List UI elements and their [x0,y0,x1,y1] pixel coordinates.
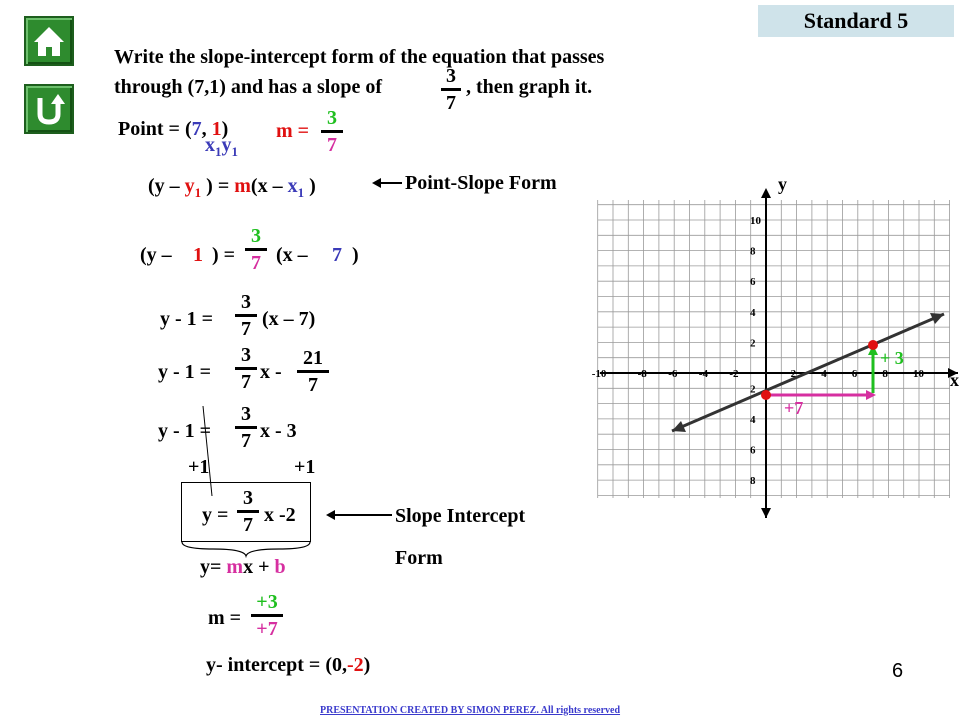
return-button[interactable] [24,84,74,134]
x-tick-label: 10 [913,368,924,380]
home-button[interactable] [24,16,74,66]
y-axis-label: y [778,174,787,194]
y-axis-arrow [761,188,771,198]
intercept [206,654,370,677]
fraction-denominator: 7 [251,252,261,274]
left-arrow-icon [372,176,404,190]
y-tick-labels [750,215,762,487]
fraction-numerator: 3 [241,291,251,313]
slope-intercept-label-2: Form [395,547,443,569]
slope-intercept-label-1: Slope Intercept [395,505,526,527]
ps-x: x [287,175,298,197]
y-tick-label: 4 [750,413,756,426]
ps-open: (y – [148,175,180,197]
x-tick-label: 8 [882,368,888,380]
ps-m: m [234,175,251,197]
y-axis-arrow-down [761,508,771,518]
step4-plus-right: +1 [294,456,316,478]
m-result-label: m = [208,607,242,629]
x-tick-label: -10 [591,368,607,380]
x-tick-label: 4 [821,368,827,380]
result-left: y = [202,504,229,526]
y-tick-label: 10 [750,215,761,227]
step1-x1: 7 [332,244,342,266]
page-number: 6 [892,660,904,682]
point-label: Point = ( [118,118,192,140]
fraction-numerator: 3 [241,403,251,425]
x-axis-label: x [950,370,959,390]
footer-link[interactable]: PRESENTATION CREATED BY SIMON PEREZ. All rights reserved [320,705,621,716]
coordinate-graph [590,170,960,520]
point-x: 7 [191,118,202,140]
intercept-label: y- intercept = (0, [206,654,347,676]
sub-y: y [221,134,232,156]
standard-badge: Standard 5 [758,5,954,37]
fraction-denominator: 7 [327,134,337,156]
step3-x: x - [260,361,282,383]
step2-left: y - 1 = [160,308,214,330]
point-slope-formula [148,175,316,201]
ps-close: ) [309,175,316,197]
point-subscripts [205,134,238,160]
fraction-numerator: 3 [251,225,261,247]
ps-x-sub: 1 [297,185,305,200]
point-close: ) [221,118,229,140]
fraction-denominator: +7 [256,618,278,640]
return-icon [26,86,72,132]
point-slope-label: Point-Slope Form [405,172,557,194]
y-tick-label: 4 [750,306,756,319]
fraction-numerator: 21 [303,347,323,369]
fraction-denominator: 7 [241,371,251,393]
ps-equals: ) = [206,175,230,197]
x-tick-label: -6 [668,368,678,380]
point-comma: , [201,118,212,140]
fraction-numerator: 3 [243,487,253,509]
result-fraction [236,486,260,537]
intercept-value: -2 [347,654,364,676]
fraction-denominator: 7 [241,430,251,452]
problem-line-1: Write the slope-intercept form of the equation that passes [114,46,605,68]
step1-fraction [244,224,268,275]
x-tick-label: -8 [637,368,647,380]
intercept-close: ) [363,654,371,676]
step4-right: x - 3 [260,420,297,442]
ps-y-sub: 1 [194,185,202,200]
step2-right: (x – 7) [262,308,316,330]
gf-b: b [274,556,286,578]
y-tick-label: 6 [750,276,756,289]
step1-equals: ) = [212,244,236,266]
x-tick-label: 2 [790,368,797,380]
y-tick-label: 6 [750,444,756,457]
ps-x-open: (x – [250,175,283,197]
m-result-fraction [250,590,284,641]
ps-y: y [184,175,195,197]
y-tick-label: 2 [750,337,756,350]
fraction-numerator: 3 [241,344,251,366]
gf-m: m [226,556,244,578]
gf-x: x + [243,556,270,578]
step4-plus-left: +1 [188,456,210,478]
step3-fraction2 [296,346,330,397]
sub-x-index: 1 [215,144,222,159]
m-def-label: m = [276,120,310,142]
fraction-denominator: 7 [308,374,318,396]
problem-line-2a: through (7,1) and has a slope of [114,76,383,98]
general-form [200,556,286,579]
left-arrow-icon [326,508,394,522]
rise-label: + 3 [880,348,904,368]
y-tick-label: 2 [750,383,756,396]
gf-y: y= [200,556,222,578]
step4-left: y - 1 = [158,420,212,442]
fraction-denominator: 7 [243,514,253,536]
home-icon [26,18,72,64]
fraction-numerator: 3 [327,107,337,129]
sub-y-index: 1 [231,144,238,159]
step1-y1: 1 [193,244,203,266]
given-point [868,340,878,350]
point-y: 1 [211,118,222,140]
x-tick-label: -2 [729,368,739,380]
m-def-fraction [320,106,344,157]
fraction-numerator: +3 [256,591,278,613]
step4-fraction [234,402,258,453]
x-tick-label: -4 [698,368,708,380]
step1-close: ) [352,244,359,266]
fraction-numerator: 3 [446,65,456,87]
step2-fraction [234,290,258,341]
result-right: x -2 [264,504,296,526]
fraction-denominator: 7 [446,92,456,114]
fraction-denominator: 7 [241,318,251,340]
problem-line-2b: , then graph it. [466,76,593,98]
intercept-point [761,390,771,400]
problem-slope-fraction [440,64,462,115]
step3-left: y - 1 = [158,361,212,383]
step1-open: (y – [140,244,172,266]
sub-x: x [205,134,215,156]
step3-fraction [234,343,258,394]
y-tick-label: 8 [750,245,756,258]
step1-x-open: (x – [276,244,308,266]
y-tick-label: 8 [750,475,756,488]
x-tick-label: 6 [851,368,858,380]
run-label: +7 [784,398,804,418]
